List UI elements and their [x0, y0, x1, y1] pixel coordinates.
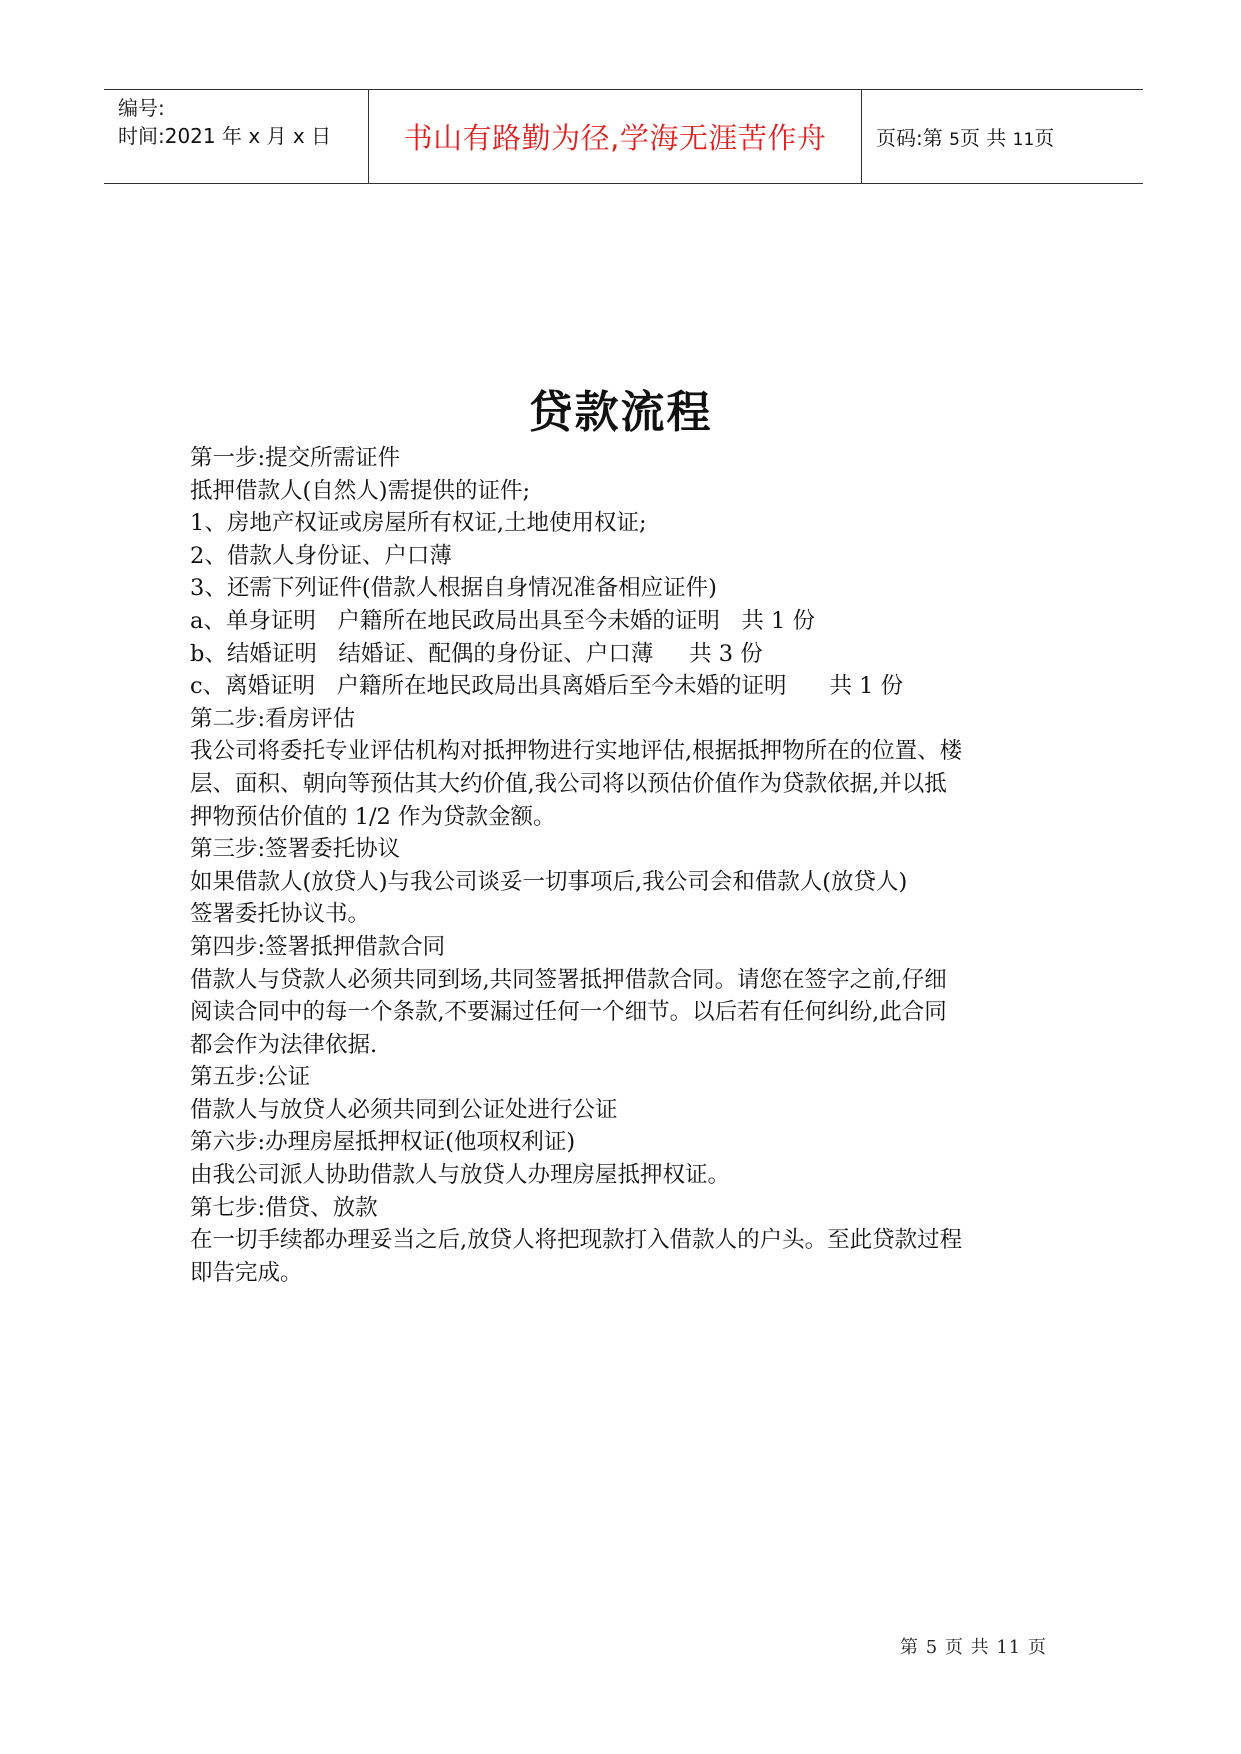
page-header	[104, 89, 1143, 184]
body-line: 第六步:办理房屋抵押权证(他项权利证)	[190, 1129, 576, 1156]
page-footer: 第 5 页 共 11 页	[900, 1637, 1047, 1658]
page-current: 5	[949, 130, 960, 150]
body-line: 1、房地产权证或房屋所有权证,土地使用权证;	[190, 510, 647, 537]
body-line: 借款人与放贷人必须共同到公证处进行公证	[190, 1096, 618, 1123]
body-line: b、结婚证明 结婚证、配偶的身份证、户口薄 共 3 份	[190, 640, 763, 667]
document-body	[190, 442, 1070, 1289]
document-title: 贷款流程	[528, 387, 713, 438]
body-line: 层、面积、朝向等预估其大约价值,我公司将以预估价值作为贷款依据,并以抵	[190, 770, 947, 797]
body-line: 在一切手续都办理妥当之后,放贷人将把现款打入借款人的户头。至此贷款过程	[190, 1227, 963, 1254]
body-line: 押物预估价值的 1/2 作为贷款金额。	[190, 803, 556, 830]
document-number-label: 编号:	[118, 96, 165, 120]
header-page-indicator	[876, 122, 1054, 151]
header-info-cell	[104, 90, 369, 183]
header-motto-cell	[369, 90, 862, 183]
document-date-label: 时间:2021 年 x 月 x 日	[118, 124, 332, 148]
body-line: 第五步:公证	[190, 1064, 311, 1091]
body-line: 由我公司派人协助借款人与放贷人办理房屋抵押权证。	[190, 1162, 731, 1189]
body-line: 第一步:提交所需证件	[190, 445, 401, 471]
body-line: 抵押借款人(自然人)需提供的证件;	[190, 477, 531, 504]
header-page-cell	[862, 90, 1143, 183]
body-line: 第四步:签署抵押借款合同	[190, 933, 446, 960]
body-line: 借款人与贷款人必须共同到场,共同签署抵押借款合同。请您在签字之前,仔细	[190, 966, 947, 993]
page-prefix: 页码:第	[876, 126, 950, 150]
body-line: 都会作为法律依据.	[190, 1031, 378, 1058]
body-line: 第三步:签署委托协议	[190, 836, 401, 863]
page-total: 11	[1012, 130, 1035, 150]
body-line: 2、借款人身份证、户口薄	[190, 542, 452, 569]
body-line: 3、还需下列证件(借款人根据自身情况准备相应证件)	[190, 575, 717, 602]
page-suffix: 页	[1034, 126, 1055, 150]
body-line: 如果借款人(放贷人)与我公司谈妥一切事项后,我公司会和借款人(放贷人)	[190, 868, 908, 895]
body-line: 即告完成。	[190, 1259, 303, 1286]
body-line: 阅读合同中的每一个条款,不要漏过任何一个细节。以后若有任何纠纷,此合同	[190, 999, 947, 1026]
body-line: 签署委托协议书。	[190, 901, 371, 928]
body-line: 第二步:看房评估	[190, 705, 356, 732]
body-line: a、单身证明 户籍所在地民政局出具至今未婚的证明 共 1 份	[190, 607, 815, 634]
page-mid: 页 共	[959, 126, 1013, 150]
body-line: 第七步:借贷、放款	[190, 1194, 378, 1221]
body-line: c、离婚证明 户籍所在地民政局出具离婚后至今未婚的证明 共 1 份	[190, 673, 904, 700]
body-line: 我公司将委托专业评估机构对抵押物进行实地评估,根据抵押物所在的位置、楼	[190, 738, 963, 765]
header-motto: 书山有路勤为径,学海无涯苦作舟	[403, 121, 827, 155]
